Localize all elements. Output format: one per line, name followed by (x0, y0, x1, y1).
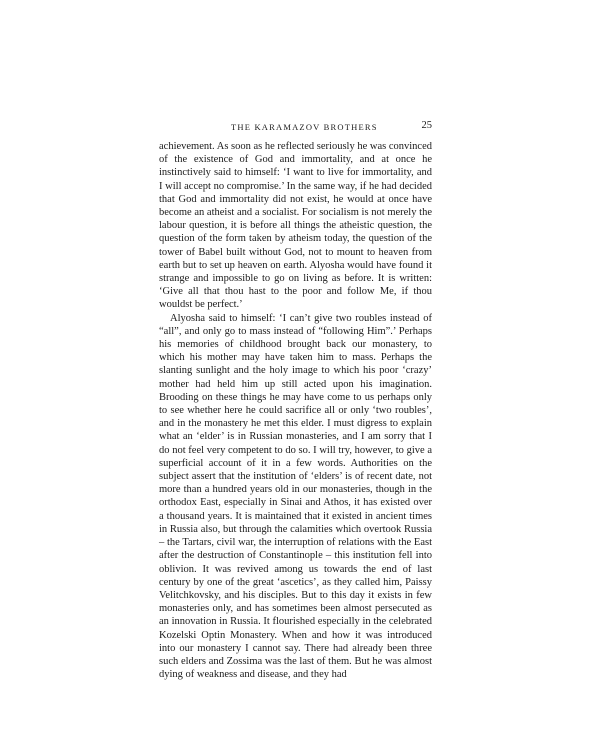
book-page (159, 120, 432, 681)
paragraph: Alyosha said to himself: ‘I can’t give two roubles instead of “all”, and only go to mass instead of “following Him”.’ Perhaps his memories of childhood brought back our monastery, to which his mother may have taken him to mass. Perhaps the slanting sunlight and the holy image to which his poor ‘crazy’ mother had held him up still acted upon his imagination. Brooding on these things he may have come to us perhaps only to see whether here he could sacrifice all or only ‘two roubles’, and in the monastery he met this elder. I must digress to explain what an ‘elder’ is in Russian monasteries, and I am sorry that I do not feel very competent to do so. I will try, however, to give a superficial account of it in a few words. Authorities on the subject assert that the institution of ‘elders’ is of recent date, not more than a hundred years old in our monasteries, though in the orthodox East, especially in Sinai and Athos, it has existed over a thousand years. It is maintained that it existed in ancient times in Russia also, but through the calamities which overtook Russia – the Tartars, civil war, the interruption of relations with the East after the destruction of Constantinople – this institution fell into oblivion. It was revived among us towards the end of last century by one of the great ‘ascetics’, as they called him, Paissy Velitchkovsky, and his disciples. But to this day it exists in few monasteries only, and has sometimes been almost persecuted as an innovation in Russia. It flourished especially in the celebrated Kozelski Optin Monastery. When and how it was introduced into our monastery I cannot say. There had already been three such elders and Zossima was the last of them. But he was almost dying of weakness and disease, and they had (159, 312, 432, 681)
running-title: THE KARAMAZOV BROTHERS (231, 122, 378, 132)
page-number: 25 (421, 120, 432, 131)
body-text (159, 140, 432, 681)
paragraph-continued: achievement. As soon as he reflected seriously he was convinced of the existence of God and immortality, and at once he instinctively said to himself: ‘I want to live for immortality, and I will accept no compromise.’ In the same way, if he had decided that God and immortality did not exist, he would at once have become an atheist and a socialist. For socialism is not merely the labour question, it is before all things the atheistic question, the question of the form taken by atheism today, the question of the tower of Babel built without God, not to mount to heaven from earth but to set up heaven on earth. Alyosha would have found it strange and impossible to go on living as before. It is written: ‘Give all that thou hast to the poor and follow Me, if thou wouldst be perfect.’ (159, 141, 432, 311)
running-head (159, 120, 432, 136)
